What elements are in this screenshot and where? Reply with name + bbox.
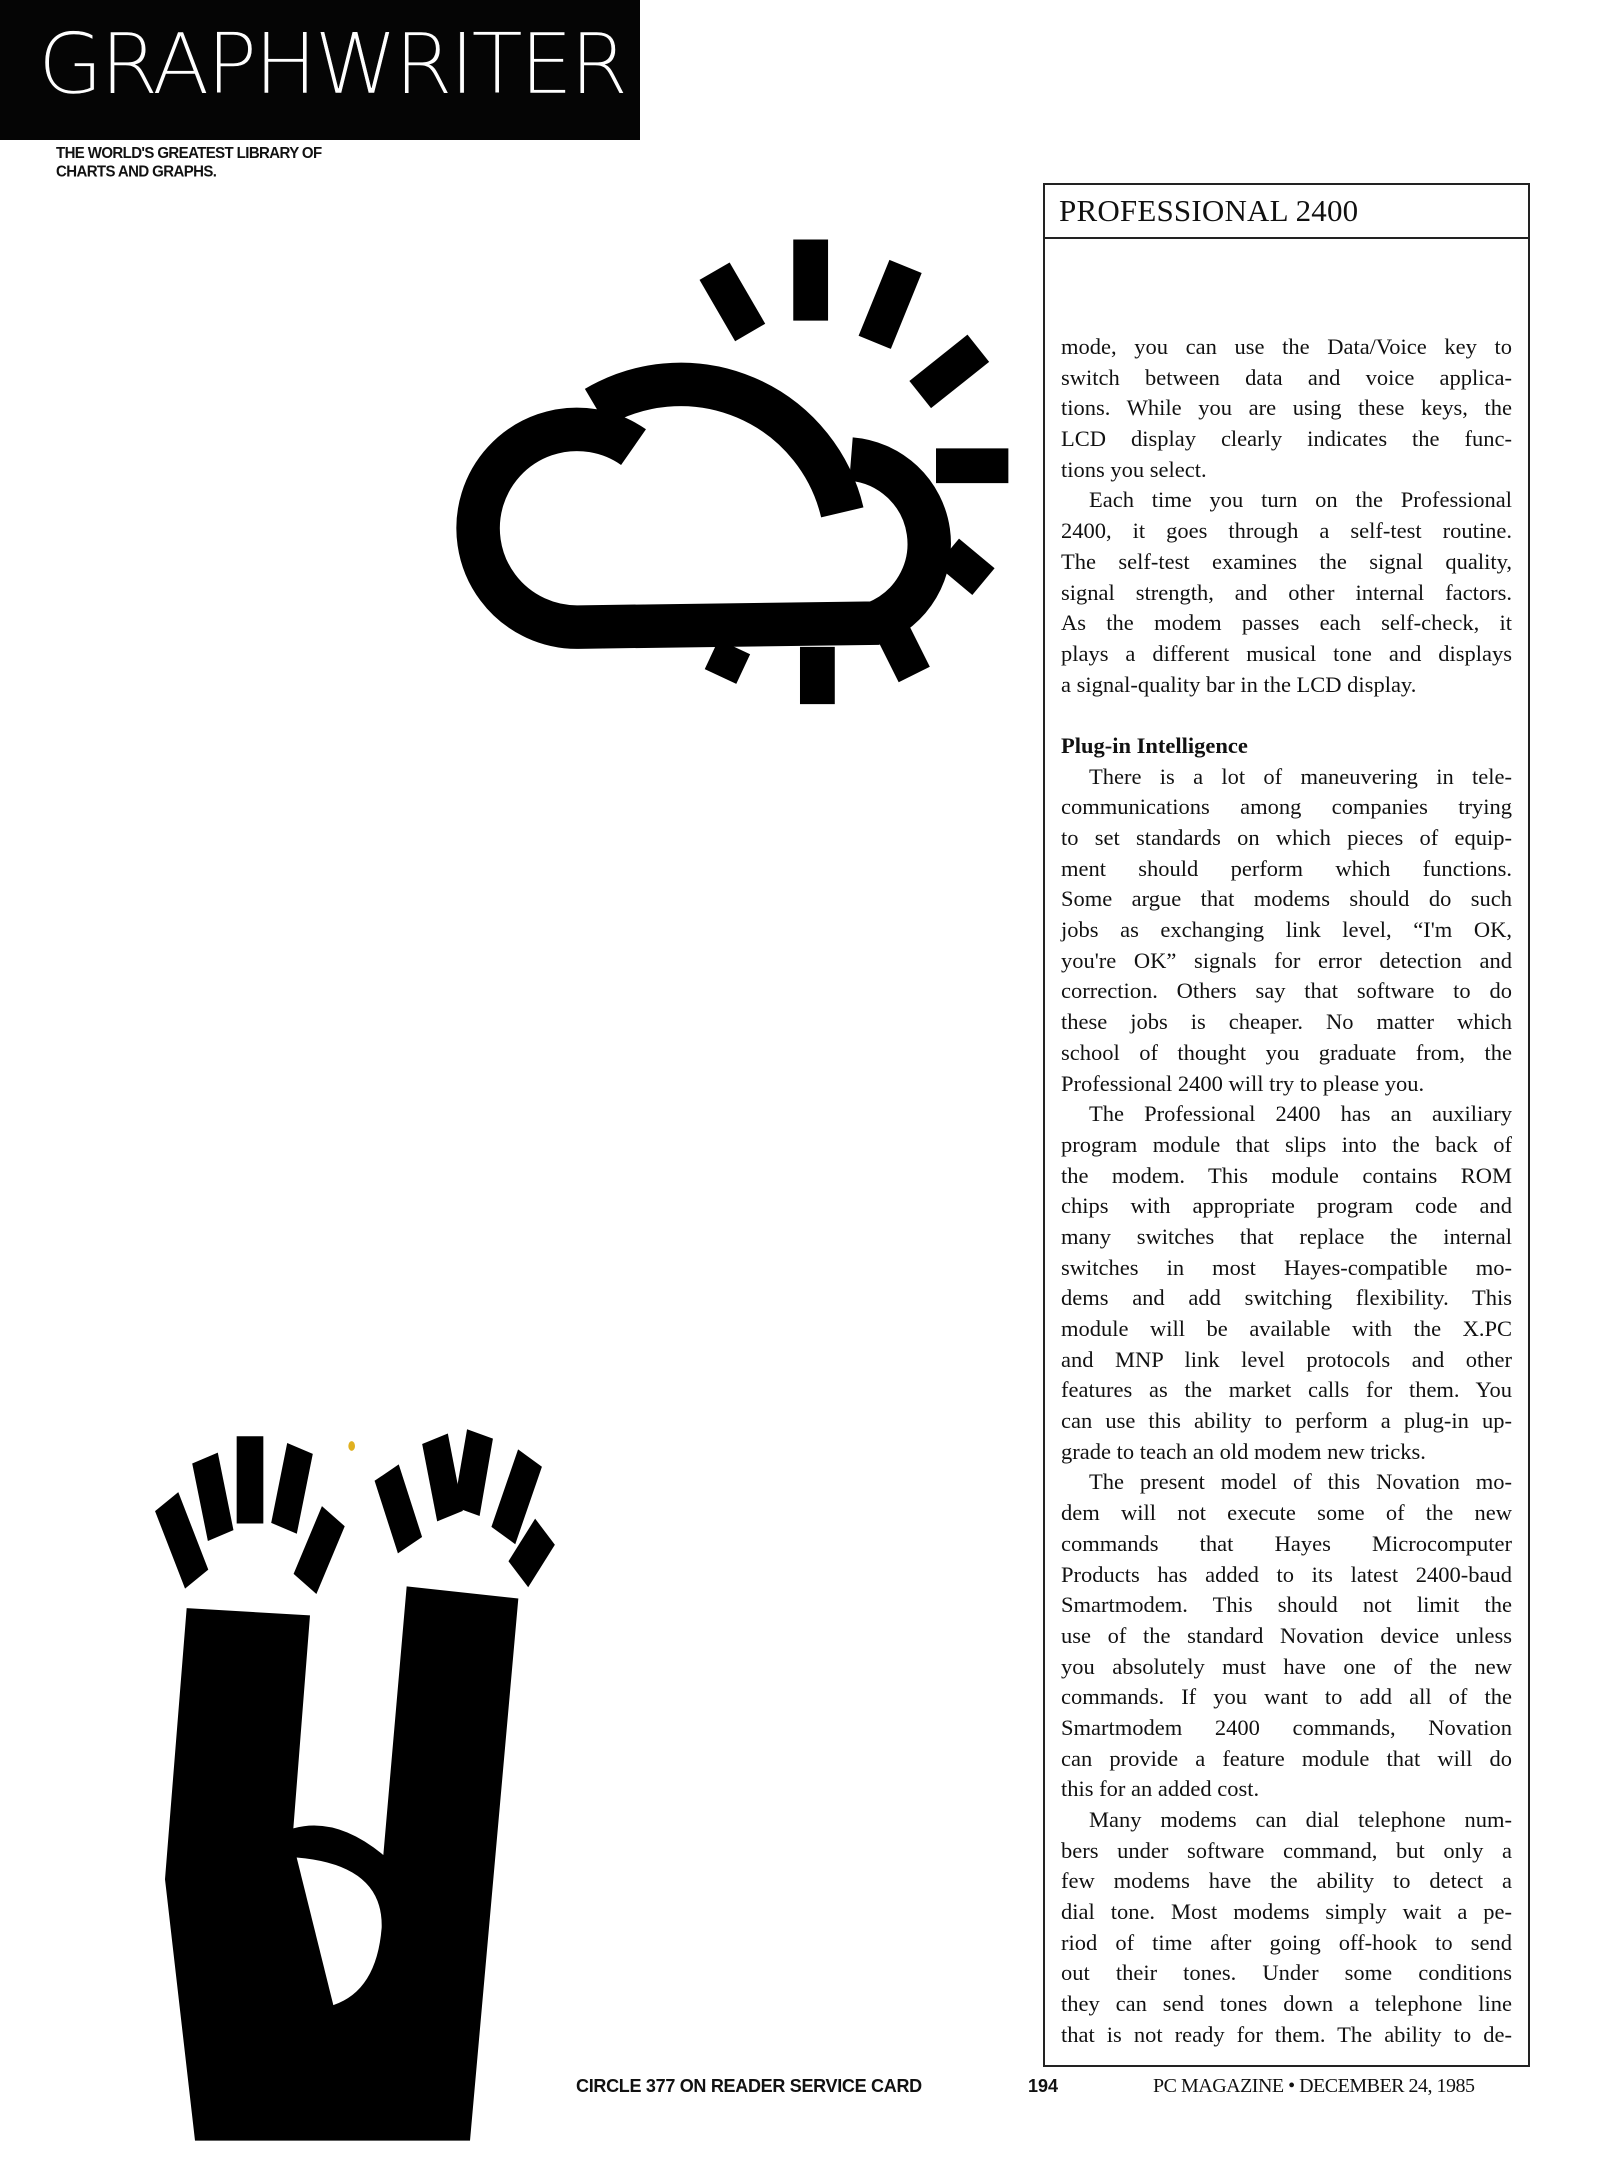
text-line: signal strength, and other internal factors. (1061, 579, 1512, 605)
text-line: school of thought you graduate from, the (1061, 1039, 1512, 1065)
text-line: ment should perform which functions. (1061, 855, 1512, 881)
article-subheading: Plug-in Intelligence (1061, 732, 1248, 758)
text-line: Smartmodem 2400 commands, Novation (1061, 1714, 1512, 1740)
text-line: the modem. This module contains ROM (1061, 1162, 1512, 1188)
text-line: commands that Hayes Microcomputer (1061, 1530, 1512, 1556)
graphwriter-logo: GRAPHWRITER (38, 15, 626, 113)
article-paragraph (1061, 1805, 1512, 2051)
text-line: Professional 2400 will try to please you. (1061, 1070, 1425, 1096)
article-paragraph (1061, 485, 1512, 700)
text-line: plays a different musical tone and displays (1061, 640, 1512, 666)
text-line: can provide a feature module that will do (1061, 1745, 1512, 1771)
text-line: you absolutely must have one of the new (1061, 1653, 1512, 1679)
text-line: and MNP link level protocols and other (1061, 1346, 1512, 1372)
article-paragraph (1061, 1467, 1512, 1805)
text-line: dem will not execute some of the new (1061, 1500, 1512, 1526)
tagline-line-1: THE WORLD'S GREATEST LIBRARY OF (56, 144, 322, 162)
text-line: features as the market calls for them. You (1061, 1377, 1512, 1403)
text-line: can use this ability to perform a plug-in up- (1061, 1408, 1512, 1434)
article-body (1061, 332, 1512, 2051)
text-line: Each time you turn on the Professional (1089, 487, 1512, 513)
text-line: dems and add switching flexibility. This (1061, 1285, 1512, 1311)
text-line: program module that slips into the back of (1061, 1131, 1512, 1157)
text-line: they can send tones down a telephone line (1061, 1991, 1512, 2017)
text-line: out their tones. Under some conditions (1061, 1960, 1512, 1986)
text-line: The self-test examines the signal quality, (1061, 548, 1512, 574)
text-line: Many modems can dial telephone num- (1089, 1807, 1512, 1832)
text-line: you're OK” signals for error detection and (1061, 947, 1512, 973)
text-line: this for an added cost. (1061, 1776, 1260, 1802)
text-line: Some argue that modems should do such (1061, 886, 1512, 912)
tagline-line-2: CHARTS AND GRAPHS. (56, 163, 217, 181)
cloud-sun-illustration-icon (420, 200, 1040, 720)
text-line: dial tone. Most modems simply wait a pe- (1061, 1899, 1512, 1925)
text-line: a signal-quality bar in the LCD display. (1061, 671, 1417, 697)
text-line: that is not ready for them. The ability to de- (1061, 2021, 1512, 2047)
text-line: to set standards on which pieces of equip- (1061, 825, 1512, 850)
text-line: The Professional 2400 has an auxiliary (1089, 1101, 1512, 1127)
text-line: Smartmodem. This should not limit the (1061, 1592, 1512, 1618)
text-line: LCD display clearly indicates the func- (1061, 426, 1512, 452)
text-line: riod of time after going off-hook to send (1061, 1929, 1512, 1955)
text-line: 2400, it goes through a self-test routine. (1061, 518, 1512, 544)
raised-hands-illustration-icon (130, 1400, 590, 2160)
page-number: 194 (1028, 2076, 1059, 2096)
text-line: communications among companies trying (1061, 794, 1512, 820)
article-paragraph (1061, 1099, 1512, 1467)
magazine-issue: PC MAGAZINE • DECEMBER 24, 1985 (1153, 2075, 1475, 2097)
ad-tagline (56, 144, 322, 182)
text-line: As the modem passes each self-check, it (1061, 610, 1512, 636)
article-column (1043, 183, 1530, 2067)
text-line: The present model of this Novation mo- (1089, 1469, 1512, 1495)
graphwriter-logo-banner (0, 0, 640, 140)
article-title: PROFESSIONAL 2400 (1045, 185, 1528, 239)
text-line: tions you select. (1061, 456, 1207, 482)
article-paragraph (1061, 762, 1512, 1100)
text-line: chips with appropriate program code and (1061, 1193, 1512, 1219)
text-line: few modems have the ability to detect a (1061, 1868, 1512, 1894)
reader-service-note: CIRCLE 377 ON READER SERVICE CARD (576, 2076, 922, 2096)
text-line: mode, you can use the Data/Voice key to (1061, 334, 1512, 359)
text-line: switch between data and voice applica- (1061, 364, 1512, 390)
text-line: bers under software command, but only a (1061, 1837, 1512, 1863)
text-line: Products has added to its latest 2400-baud (1061, 1561, 1512, 1587)
text-line: these jobs is cheaper. No matter which (1061, 1009, 1512, 1035)
text-line: many switches that replace the internal (1061, 1223, 1512, 1249)
text-line: switches in most Hayes-compatible mo- (1061, 1254, 1512, 1280)
text-line: use of the standard Novation device unless (1061, 1622, 1512, 1648)
text-line: grade to teach an old modem new tricks. (1061, 1438, 1426, 1464)
text-line: commands. If you want to add all of the (1061, 1684, 1512, 1710)
text-line: There is a lot of maneuvering in tele- (1089, 763, 1512, 789)
text-line: module will be available with the X.PC (1061, 1316, 1512, 1341)
text-line: correction. Others say that software to do (1061, 978, 1512, 1004)
text-line: jobs as exchanging link level, “I'm OK, (1061, 917, 1512, 943)
text-line: tions. While you are using these keys, the (1061, 395, 1512, 421)
article-paragraph (1061, 332, 1512, 485)
